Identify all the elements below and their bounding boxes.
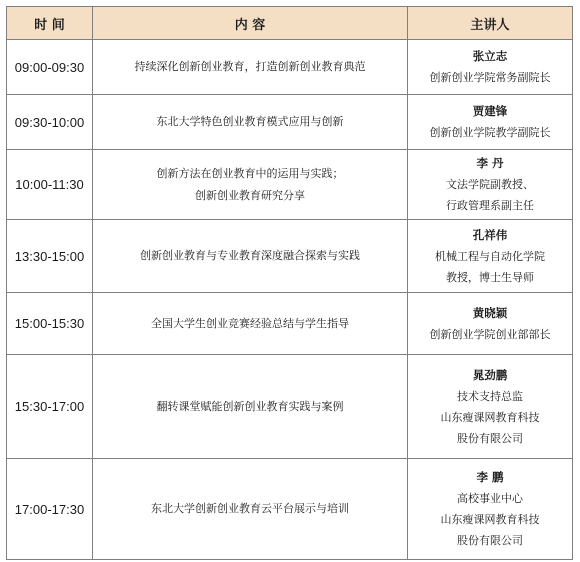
content-line: 翻转课堂赋能创新创业教育实践与案例	[156, 399, 344, 413]
content-cell	[93, 459, 408, 560]
speaker-name: 孔祥伟	[472, 227, 508, 242]
time-cell: 09:00-09:30	[7, 40, 93, 95]
schedule-table	[6, 6, 573, 560]
speaker-title: 机械工程与自动化学院	[435, 249, 545, 263]
header-time: 时 间	[7, 7, 93, 40]
content-line: 创新创业教育研究分享	[195, 188, 305, 202]
speaker-title: 技术支持总监	[457, 389, 523, 403]
table-row	[7, 355, 573, 459]
speaker-title: 股份有限公司	[457, 431, 523, 445]
content-cell	[93, 40, 408, 95]
speaker-title: 教授，博士生导师	[446, 270, 534, 284]
content-line: 创新方法在创业教育中的运用与实践；	[156, 166, 344, 180]
speaker-title: 文法学院副教授、	[446, 178, 534, 191]
time-cell: 15:30-17:00	[7, 355, 93, 459]
speaker-title: 山东瘦课网教育科技	[440, 513, 540, 526]
speaker-name: 黄晓颖	[472, 305, 508, 320]
time-cell: 13:30-15:00	[7, 220, 93, 293]
speaker-cell	[408, 220, 573, 293]
header-speaker: 主讲人	[408, 7, 573, 40]
speaker-title: 股份有限公司	[457, 534, 523, 547]
content-line: 创新创业教育与专业教育深度融合探索与实践	[140, 249, 360, 262]
speaker-cell	[408, 355, 573, 459]
table-row	[7, 150, 573, 220]
speaker-name: 贾建锋	[472, 104, 508, 118]
header-content: 内 容	[93, 7, 408, 40]
speaker-name: 李 丹	[476, 156, 504, 170]
speaker-title: 山东瘦课网教育科技	[440, 410, 540, 424]
content-cell	[93, 220, 408, 293]
time-cell: 15:00-15:30	[7, 293, 93, 355]
speaker-title: 创新创业学院创业部部长	[429, 327, 551, 341]
content-line: 持续深化创新创业教育，打造创新创业教育典范	[134, 60, 366, 73]
speaker-cell	[408, 150, 573, 220]
content-cell	[93, 95, 408, 150]
speaker-name: 李 鹏	[476, 470, 504, 484]
speaker-cell	[408, 95, 573, 150]
speaker-title: 行政管理系副主任	[446, 199, 534, 212]
speaker-title: 创新创业学院教学副院长	[429, 126, 551, 139]
table-row	[7, 459, 573, 560]
speaker-cell	[408, 459, 573, 560]
header-row	[7, 7, 573, 40]
content-line: 全国大学生创业竞赛经验总结与学生指导	[151, 316, 349, 330]
time-cell: 17:00-17:30	[7, 459, 93, 560]
time-cell: 10:00-11:30	[7, 150, 93, 220]
table-row	[7, 95, 573, 150]
speaker-title: 高校事业中心	[457, 492, 523, 505]
speaker-name: 晁劲鹏	[472, 367, 508, 382]
content-line: 东北大学特色创业教育模式应用与创新	[156, 115, 344, 128]
table-row	[7, 293, 573, 355]
content-cell	[93, 150, 408, 220]
content-line: 东北大学创新创业教育云平台展示与培训	[151, 502, 349, 515]
table-row	[7, 220, 573, 293]
speaker-name: 张立志	[472, 49, 508, 63]
content-cell	[93, 355, 408, 459]
speaker-cell	[408, 40, 573, 95]
speaker-cell	[408, 293, 573, 355]
content-cell	[93, 293, 408, 355]
speaker-title: 创新创业学院常务副院长	[429, 71, 551, 84]
time-cell: 09:30-10:00	[7, 95, 93, 150]
table-row	[7, 40, 573, 95]
